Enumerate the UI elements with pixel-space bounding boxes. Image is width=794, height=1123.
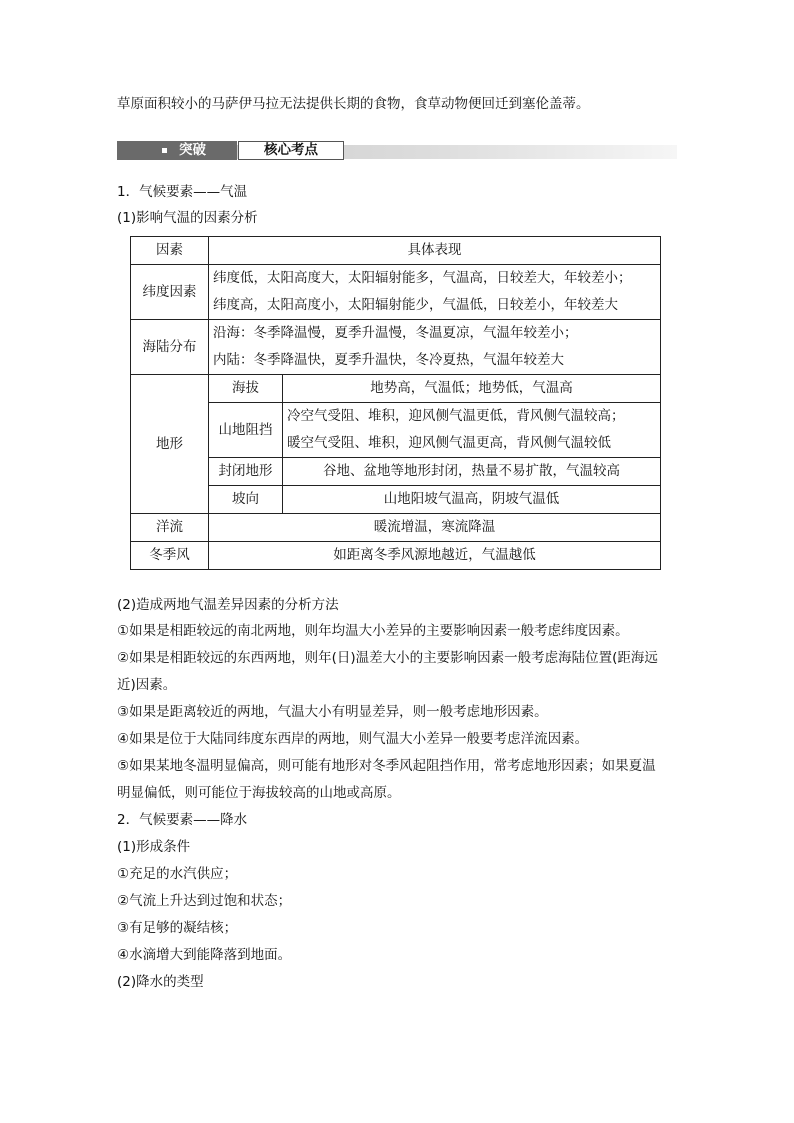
section1-sub1: (1)影响气温的因素分析 — [117, 210, 258, 226]
detail-land-sea-line2: 内陆：冬季降温快，夏季升温快，冬冷夏热，气温年较差大 — [213, 352, 564, 368]
table-row-blocking — [131, 403, 661, 458]
condition-item-3: ③有足够的凝结核； — [117, 920, 238, 936]
table-header-row — [131, 237, 661, 265]
detail-land-sea-line1: 沿海：冬季降温慢，夏季升温慢，冬温夏凉，气温年较差小； — [213, 325, 578, 341]
condition-item-2: ②气流上升达到过饱和状态； — [117, 893, 292, 909]
banner-left-label: 突破 — [179, 142, 206, 158]
detail-land-sea — [209, 320, 661, 375]
subfactor-altitude: 海拔 — [209, 375, 283, 403]
detail-monsoon: 如距离冬季风源地越近，气温越低 — [209, 542, 661, 570]
subfactor-blocking: 山地阻挡 — [209, 403, 283, 458]
detail-currents: 暖流增温，寒流降温 — [209, 514, 661, 542]
factor-currents: 洋流 — [131, 514, 209, 542]
detail-latitude — [209, 265, 661, 320]
analysis-item-2: ②如果是相距较远的东西两地，则年(日)温差大小的主要影响因素一般考虑海陆位置(距海远 — [117, 650, 658, 666]
detail-blocking — [283, 403, 661, 458]
analysis-item-5: ⑤如果某地冬温明显偏高，则可能有地形对冬季风起阻挡作用，常考虑地形因素；如果夏温 — [117, 758, 656, 774]
factor-latitude: 纬度因素 — [131, 265, 209, 320]
section1-sub2: (2)造成两地气温差异因素的分析方法 — [117, 597, 339, 613]
subfactor-slope: 坡向 — [209, 486, 283, 514]
condition-item-4: ④水滴增大到能降落到地面。 — [117, 947, 292, 963]
header-factor: 因素 — [131, 237, 209, 265]
condition-item-1: ①充足的水汽供应； — [117, 866, 238, 882]
table-row-currents — [131, 514, 661, 542]
analysis-item-5-cont: 明显偏低，则可能位于海拔较高的山地或高原。 — [117, 785, 401, 801]
table-row-monsoon — [131, 542, 661, 570]
table-row-enclosed — [131, 458, 661, 486]
detail-blocking-line1: 冷空气受阻、堆积，迎风侧气温更低，背风侧气温较高； — [287, 408, 625, 424]
section2-heading: 2．气候要素——降水 — [117, 812, 248, 828]
detail-latitude-line1: 纬度低，太阳高度大，太阳辐射能多，气温高，日较差大，年较差小； — [213, 270, 632, 286]
table-row-slope — [131, 486, 661, 514]
intro-paragraph: 草原面积较小的马萨伊马拉无法提供长期的食物，食草动物便回迁到塞伦盖蒂。 — [117, 96, 590, 112]
section2-sub2: (2)降水的类型 — [117, 974, 204, 990]
detail-enclosed: 谷地、盆地等地形封闭，热量不易扩散，气温较高 — [283, 458, 661, 486]
detail-blocking-line2: 暖空气受阻、堆积，迎风侧气温更高，背风侧气温较低 — [287, 435, 611, 451]
analysis-item-3: ③如果是距离较近的两地，气温大小有明显差异，则一般考虑地形因素。 — [117, 704, 548, 720]
detail-latitude-line2: 纬度高，太阳高度小，太阳辐射能少，气温低，日较差小，年较差大 — [213, 297, 618, 313]
detail-altitude: 地势高，气温低；地势低，气温高 — [283, 375, 661, 403]
square-bullet-icon — [162, 148, 167, 153]
table-row-latitude — [131, 265, 661, 320]
factor-monsoon: 冬季风 — [131, 542, 209, 570]
table-row-altitude — [131, 375, 661, 403]
factor-land-sea: 海陆分布 — [131, 320, 209, 375]
analysis-item-2-cont: 近)因素。 — [117, 677, 177, 693]
table-row-land-sea — [131, 320, 661, 375]
factor-terrain: 地形 — [131, 375, 209, 514]
subfactor-enclosed: 封闭地形 — [209, 458, 283, 486]
section2-sub1: (1)形成条件 — [117, 839, 191, 855]
analysis-item-1: ①如果是相距较远的南北两地，则年均温大小差异的主要影响因素一般考虑纬度因素。 — [117, 623, 629, 639]
detail-slope: 山地阳坡气温高，阴坡气温低 — [283, 486, 661, 514]
banner-left-tab — [117, 141, 237, 160]
section-banner — [117, 141, 677, 161]
section1-heading: 1．气候要素——气温 — [117, 184, 248, 200]
temperature-factors-table — [130, 236, 661, 570]
header-detail: 具体表现 — [209, 237, 661, 265]
analysis-item-4: ④如果是位于大陆同纬度东西岸的两地，则气温大小差异一般要考虑洋流因素。 — [117, 731, 589, 747]
banner-right-label: 核心考点 — [238, 141, 344, 160]
